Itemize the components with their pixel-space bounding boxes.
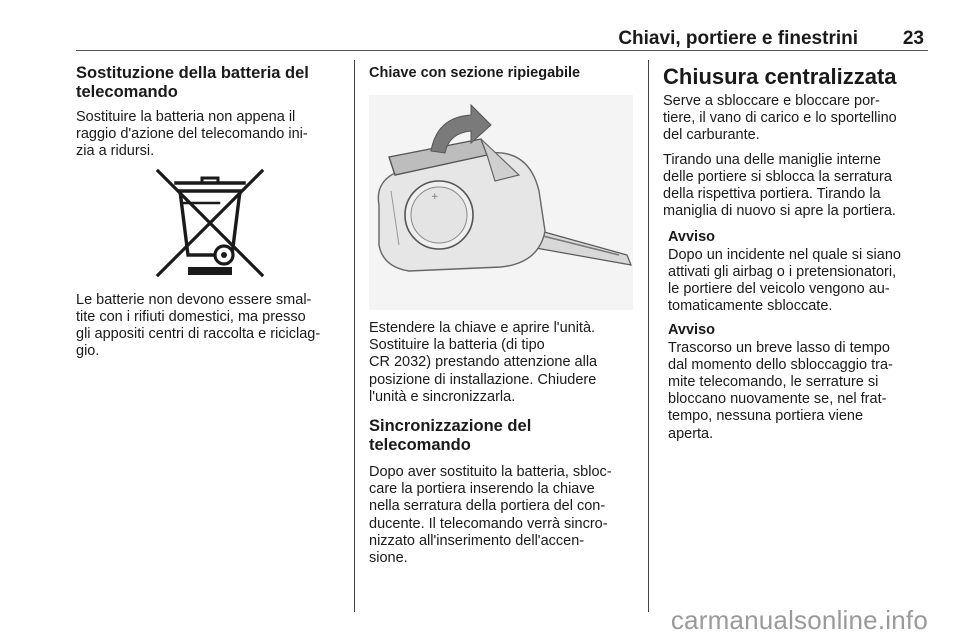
text-line: l'unità e sincronizzarla.	[369, 388, 516, 405]
heading-line: telecomando	[76, 83, 178, 101]
text-line: Sostituire la batteria (di tipo	[369, 337, 545, 354]
site-watermark: carmanualsonline.info	[670, 605, 928, 635]
sync-text	[369, 464, 637, 567]
text-line: maniglia di nuovo si apre la portiera.	[663, 203, 896, 220]
text-line: tomaticamente sbloccate.	[668, 298, 833, 315]
text-line: tite con i rifiuti domestici, ma presso	[76, 308, 306, 325]
text-line: sione.	[369, 550, 408, 567]
text-line: zia a ridursi.	[76, 143, 155, 160]
heading-line: Sostituzione della batteria del	[76, 64, 309, 82]
text-line: gli appositi centri di raccolta e riciclag-	[76, 326, 321, 343]
crossed-out-wheelie-bin-icon	[76, 167, 344, 279]
text-line: Sostituire la batteria non appena il	[76, 109, 296, 125]
folding-key-instructions	[369, 320, 637, 406]
central-locking-heading: Chiusura centralizzata	[663, 64, 897, 89]
central-locking-para2	[663, 152, 931, 221]
folding-key-heading: Chiave con sezione ripiegabile	[369, 65, 581, 81]
text-line: le portiere del veicolo vengono au-	[668, 281, 890, 298]
heading-line: Sincronizzazione del	[369, 417, 532, 436]
text-line: care la portiera inserendo la chiave	[369, 481, 595, 498]
notice-box	[663, 229, 931, 315]
text-line: posizione di installazione. Chiudere	[369, 371, 597, 388]
text-line: bloccano nuovamente se, nel frat-	[668, 391, 887, 408]
battery-disposal-text	[76, 292, 344, 361]
text-line: gio.	[76, 343, 100, 360]
text-line: delle portiere si sblocca la serratura	[663, 168, 892, 185]
page-number: 23	[902, 28, 924, 49]
text-line: Estendere la chiave e aprire l'unità.	[369, 320, 596, 336]
text-line: Trascorso un breve lasso di tempo	[668, 339, 890, 356]
folding-key-battery-illustration	[369, 95, 633, 310]
column-divider-1	[354, 60, 355, 612]
text-line: nella serratura della portiera del con-	[369, 498, 606, 515]
sync-heading	[369, 417, 637, 455]
text-line: dal momento dello sbloccaggio tra-	[668, 356, 893, 373]
notice-label: Avviso	[668, 229, 716, 246]
text-line: tiere, il vano di carico e lo sportellino	[663, 110, 897, 127]
text-line: Dopo aver sostituito la batteria, sbloc-	[369, 464, 612, 481]
text-line: del carburante.	[663, 127, 760, 144]
text-line: attivati gli airbag o i pretensionatori,	[668, 263, 897, 280]
text-line: Dopo un incidente nel quale si siano	[668, 246, 901, 263]
notice-box	[663, 322, 931, 442]
text-line: Le batterie non devono essere smal-	[76, 291, 312, 308]
central-locking-para1	[663, 93, 931, 145]
text-line: raggio d'azione del telecomando ini-	[76, 126, 308, 143]
text-line: CR 2032) prestando attenzione alla	[369, 354, 598, 371]
text-line: Serve a sbloccare e bloccare por-	[663, 93, 880, 109]
notice-label: Avviso	[668, 322, 716, 339]
text-line: nizzato all'inserimento dell'accen-	[369, 532, 585, 549]
text-line: Tirando una delle maniglie interne	[663, 151, 881, 168]
battery-replacement-intro	[76, 109, 344, 161]
column-battery-replacement	[76, 64, 344, 360]
heading-line: telecomando	[369, 436, 471, 455]
text-line: mite telecomando, le serrature si	[668, 374, 879, 391]
text-line: ducente. Il telecomando verrà sincro-	[369, 515, 608, 532]
column-divider-2	[648, 60, 649, 612]
column-central-locking	[663, 64, 931, 443]
text-line: tempo, nessuna portiera viene	[668, 408, 864, 425]
text-line: aperta.	[668, 425, 714, 442]
header-rule	[76, 50, 928, 51]
text-line: della rispettiva portiera. Tirando la	[663, 186, 881, 203]
battery-replacement-heading	[76, 64, 344, 102]
column-folding-key	[369, 64, 637, 567]
page-header-title: Chiavi, portiere e finestrini	[618, 28, 858, 49]
svg-text:+: +	[431, 192, 439, 202]
